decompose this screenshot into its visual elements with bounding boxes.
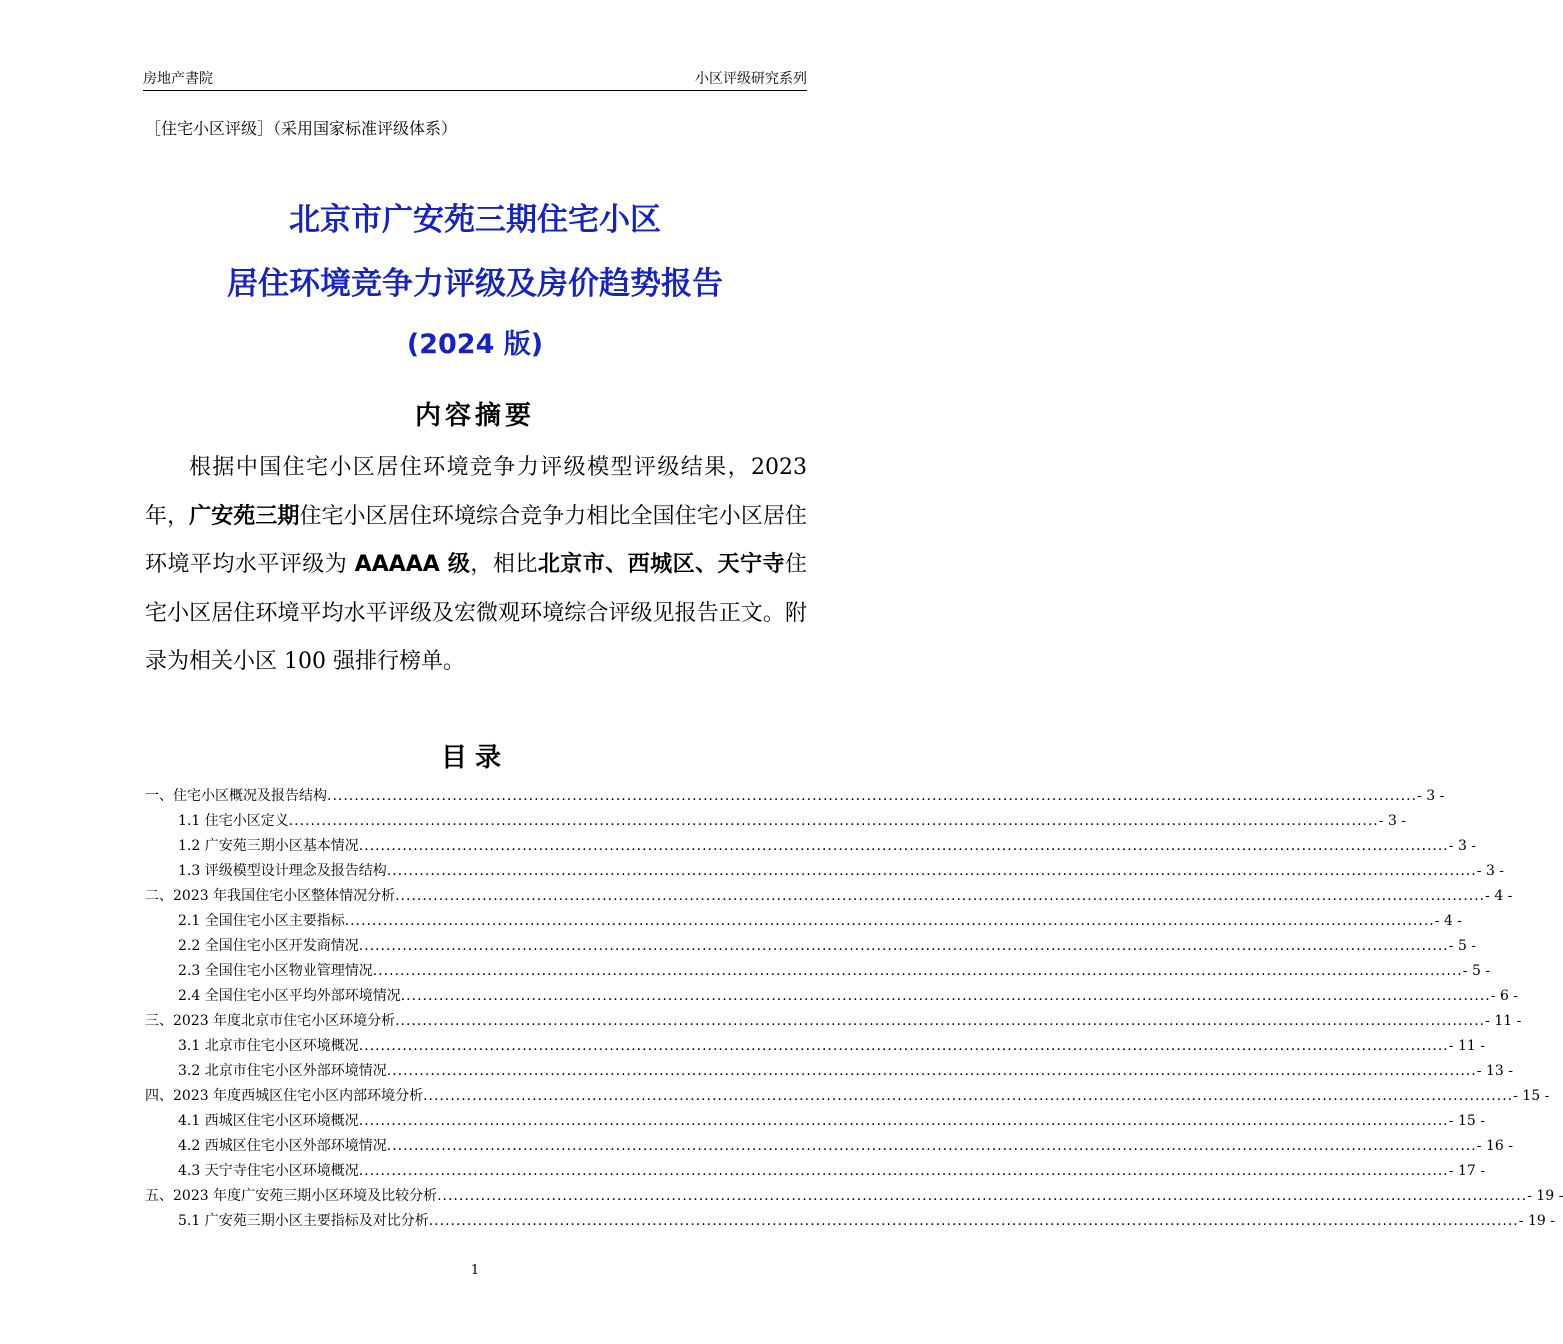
abstract-text: 根据中国住宅小区居住环境竞争力评级模型评级结果，2023 年， <box>145 455 807 529</box>
abstract-text: ，相比 <box>470 552 538 577</box>
toc-leader-dots: ........................................................................................................................................................................................................ <box>288 813 1379 829</box>
toc-leader-dots: ........................................................................................................................................................................................................ <box>358 938 1449 954</box>
toc-entry[interactable] <box>145 809 1407 834</box>
toc-entry-page: - 5 - <box>1448 938 1477 954</box>
report-title-line-1: 北京市广安苑三期住宅小区 <box>289 202 661 238</box>
toc-entry-label: 2.1 全国住宅小区主要指标 <box>178 913 345 929</box>
toc-entry-link[interactable] <box>145 1084 1550 1109</box>
header-publisher: 房地产書院 <box>143 71 213 87</box>
toc-entry[interactable] <box>145 834 1477 859</box>
toc-entry-page: - 6 - <box>1490 988 1519 1004</box>
toc-entry-page: - 13 - <box>1476 1063 1513 1079</box>
toc-leader-dots: ........................................................................................................................................................................................................ <box>358 1038 1449 1054</box>
toc-leader-dots: ........................................................................................................................................................................................................ <box>358 1163 1449 1179</box>
toc-entry[interactable] <box>145 1159 1485 1184</box>
toc-entry-label: 4.2 西城区住宅小区外部环境情况 <box>178 1138 387 1154</box>
page-header <box>143 68 807 90</box>
abstract-paragraph <box>145 444 807 687</box>
toc-entry-page: - 15 - <box>1448 1113 1485 1129</box>
toc-entry-link[interactable] <box>178 834 1477 859</box>
toc-leader-dots: ........................................................................................................................................................................................................ <box>395 888 1486 904</box>
toc-entry-link[interactable] <box>178 859 1505 884</box>
toc-entry-page: - 15 - <box>1513 1088 1550 1104</box>
toc-entry-link[interactable] <box>178 1109 1485 1134</box>
toc-entry[interactable] <box>145 1209 1555 1234</box>
toc-entry[interactable] <box>145 859 1505 884</box>
toc-leader-dots: ........................................................................................................................................................................................................ <box>400 988 1491 1004</box>
toc-entry-link[interactable] <box>178 1134 1513 1159</box>
toc-entry-label: 1.3 评级模型设计理念及报告结构 <box>178 863 387 879</box>
toc-entry-link[interactable] <box>145 1009 1522 1034</box>
abstract-heading: 内容摘要 <box>414 401 535 431</box>
toc-entry-link[interactable] <box>145 1184 1563 1209</box>
abstract-regions: 北京市、西城区、天宁寺 <box>537 552 785 577</box>
toc-entry-label: 4.3 天宁寺住宅小区环境概况 <box>178 1163 359 1179</box>
toc-entry[interactable] <box>145 1009 1522 1034</box>
toc-entry-label: 三、2023 年度北京市住宅小区环境分析 <box>145 1013 396 1029</box>
toc-leader-dots: ........................................................................................................................................................................................................ <box>386 1063 1477 1079</box>
toc-entry[interactable] <box>145 934 1477 959</box>
toc-leader-dots: ........................................................................................................................................................................................................ <box>344 913 1435 929</box>
toc-entry-label: 2.4 全国住宅小区平均外部环境情况 <box>178 988 401 1004</box>
page-number: 1 <box>470 1263 480 1278</box>
table-of-contents <box>145 784 1563 1234</box>
header-divider <box>143 90 807 91</box>
toc-entry-page: - 3 - <box>1476 863 1505 879</box>
toc-entry-page: - 4 - <box>1485 888 1513 904</box>
toc-entry[interactable] <box>145 909 1463 934</box>
abstract-rating: AAAAA 级 <box>354 552 471 577</box>
toc-entry-link[interactable] <box>178 1034 1485 1059</box>
toc-entry-label: 一、住宅小区概况及报告结构 <box>145 788 327 804</box>
abstract-text: 住宅小区居住环境综合竞争力相比全国住宅小区居住环境平均水平评级为 <box>145 503 807 577</box>
toc-heading: 目录 <box>440 743 509 773</box>
toc-entry-label: 5.1 广安苑三期小区主要指标及对比分析 <box>178 1213 429 1229</box>
toc-entry-link[interactable] <box>178 809 1407 834</box>
toc-entry-page: - 11 - <box>1448 1038 1485 1054</box>
toc-entry[interactable] <box>145 784 1445 809</box>
toc-entry-page: - 4 - <box>1434 913 1463 929</box>
toc-entry[interactable] <box>145 884 1513 909</box>
toc-entry-link[interactable] <box>178 1059 1513 1084</box>
toc-entry-page: - 3 - <box>1378 813 1407 829</box>
toc-entry-link[interactable] <box>178 984 1519 1009</box>
toc-entry[interactable] <box>145 959 1491 984</box>
toc-entry-link[interactable] <box>178 1159 1485 1184</box>
toc-entry-label: 2.3 全国住宅小区物业管理情况 <box>178 963 373 979</box>
toc-entry-label: 1.2 广安苑三期小区基本情况 <box>178 838 359 854</box>
toc-entry-link[interactable] <box>145 784 1445 809</box>
toc-entry-link[interactable] <box>178 909 1463 934</box>
toc-entry-page: - 11 - <box>1485 1013 1522 1029</box>
toc-entry-label: 1.1 住宅小区定义 <box>178 813 289 829</box>
toc-leader-dots: ........................................................................................................................................................................................................ <box>358 1113 1449 1129</box>
abstract-text: 住宅小区居住环境平均水平评级及宏微观环境综合评级见报告正文。附录为相关小区 100 强排行榜单。 <box>145 552 807 674</box>
toc-leader-dots: ........................................................................................................................................................................................................ <box>358 838 1449 854</box>
toc-entry[interactable] <box>145 984 1519 1009</box>
toc-entry-page: - 3 - <box>1448 838 1477 854</box>
toc-entry-label: 四、2023 年度西城区住宅小区内部环境分析 <box>145 1088 424 1104</box>
toc-entry-label: 2.2 全国住宅小区开发商情况 <box>178 938 359 954</box>
toc-leader-dots: ........................................................................................................................................................................................................ <box>386 1138 1477 1154</box>
toc-entry-page: - 3 - <box>1417 788 1445 804</box>
toc-entry-label: 3.2 北京市住宅小区外部环境情况 <box>178 1063 387 1079</box>
toc-entry[interactable] <box>145 1184 1563 1209</box>
toc-entry-link[interactable] <box>145 884 1513 909</box>
toc-entry[interactable] <box>145 1084 1550 1109</box>
toc-leader-dots: ........................................................................................................................................................................................................ <box>395 1013 1486 1029</box>
toc-entry[interactable] <box>145 1034 1485 1059</box>
toc-entry-page: - 19 - <box>1527 1188 1563 1204</box>
toc-entry-link[interactable] <box>178 934 1477 959</box>
abstract-body <box>145 444 807 687</box>
toc-entry-link[interactable] <box>178 959 1491 984</box>
toc-leader-dots: ........................................................................................................................................................................................................ <box>423 1088 1514 1104</box>
header-series: 小区评级研究系列 <box>695 71 807 87</box>
toc-entry-page: - 17 - <box>1448 1163 1485 1179</box>
report-title-line-2: 居住环境竞争力评级及房价趋势报告 <box>227 266 723 302</box>
toc-entry-label: 五、2023 年度广安苑三期小区环境及比较分析 <box>145 1188 438 1204</box>
toc-leader-dots: ........................................................................................................................................................................................................ <box>327 788 1418 804</box>
report-category: ［住宅小区评级］（采用国家标准评级体系） <box>145 119 458 138</box>
toc-entry-page: - 19 - <box>1518 1213 1555 1229</box>
toc-leader-dots: ........................................................................................................................................................................................................ <box>437 1188 1528 1204</box>
toc-entry-label: 二、2023 年我国住宅小区整体情况分析 <box>145 888 396 904</box>
toc-entry[interactable] <box>145 1059 1513 1084</box>
toc-entry[interactable] <box>145 1109 1485 1134</box>
toc-entry-link[interactable] <box>178 1209 1555 1234</box>
toc-entry-page: - 16 - <box>1476 1138 1513 1154</box>
toc-entry-label: 3.1 北京市住宅小区环境概况 <box>178 1038 359 1054</box>
toc-entry-label: 4.1 西城区住宅小区环境概况 <box>178 1113 359 1129</box>
toc-entry[interactable] <box>145 1134 1513 1159</box>
toc-leader-dots: ........................................................................................................................................................................................................ <box>386 863 1477 879</box>
toc-leader-dots: ........................................................................................................................................................................................................ <box>428 1213 1519 1229</box>
report-edition: (2024 版) <box>406 329 544 360</box>
toc-entry-page: - 5 - <box>1462 963 1491 979</box>
toc-leader-dots: ........................................................................................................................................................................................................ <box>372 963 1463 979</box>
abstract-community-name: 广安苑三期 <box>189 503 300 529</box>
